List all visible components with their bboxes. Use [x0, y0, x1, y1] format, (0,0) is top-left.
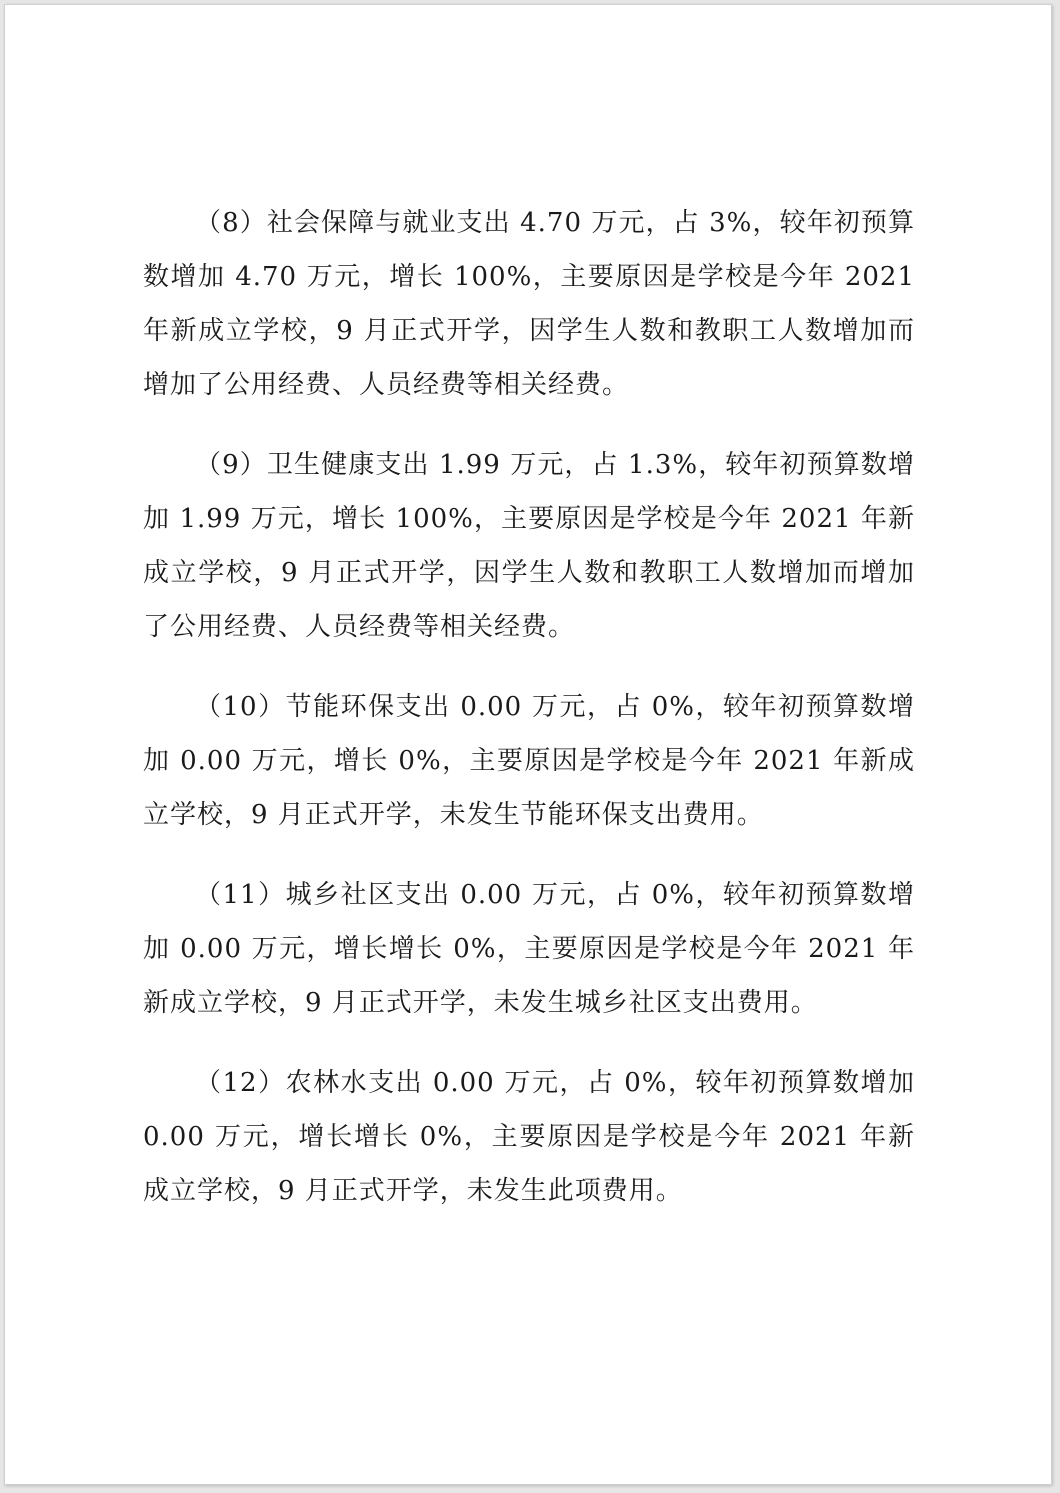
- paragraph-social-security: （8）社会保障与就业支出 4.70 万元，占 3%，较年初预算数增加 4.70 万元，增长 100%，主要原因是学校是今年 2021 年新成立学校，9 月正式开学，因学生人数和教职工人数增加而增加了公用经费、人员经费等相关经费。: [143, 208, 915, 400]
- paragraph-agriculture-forestry-water: （12）农林水支出 0.00 万元，占 0%，较年初预算数增加 0.00 万元，增长增长 0%，主要原因是学校是今年 2021 年新成立学校，9 月正式开学，未发生此项费用。: [143, 1068, 915, 1206]
- paragraph-urban-rural-community: （11）城乡社区支出 0.00 万元，占 0%，较年初预算数增加 0.00 万元，增长增长 0%，主要原因是学校是今年 2021 年新成立学校，9 月正式开学，未发生城乡社区支出费用。: [143, 880, 915, 1018]
- document-page: [4, 4, 1052, 1485]
- paragraph-health: （9）卫生健康支出 1.99 万元，占 1.3%，较年初预算数增加 1.99 万元，增长 100%，主要原因是学校是今年 2021 年新成立学校，9 月正式开学，因学生人数和教职工人数增加而增加了公用经费、人员经费等相关经费。: [143, 450, 915, 642]
- document-body: [143, 196, 915, 1244]
- paragraph-energy-environment: （10）节能环保支出 0.00 万元，占 0%，较年初预算数增加 0.00 万元，增长 0%，主要原因是学校是今年 2021 年新成立学校，9 月正式开学，未发生节能环保支出费用。: [143, 692, 915, 830]
